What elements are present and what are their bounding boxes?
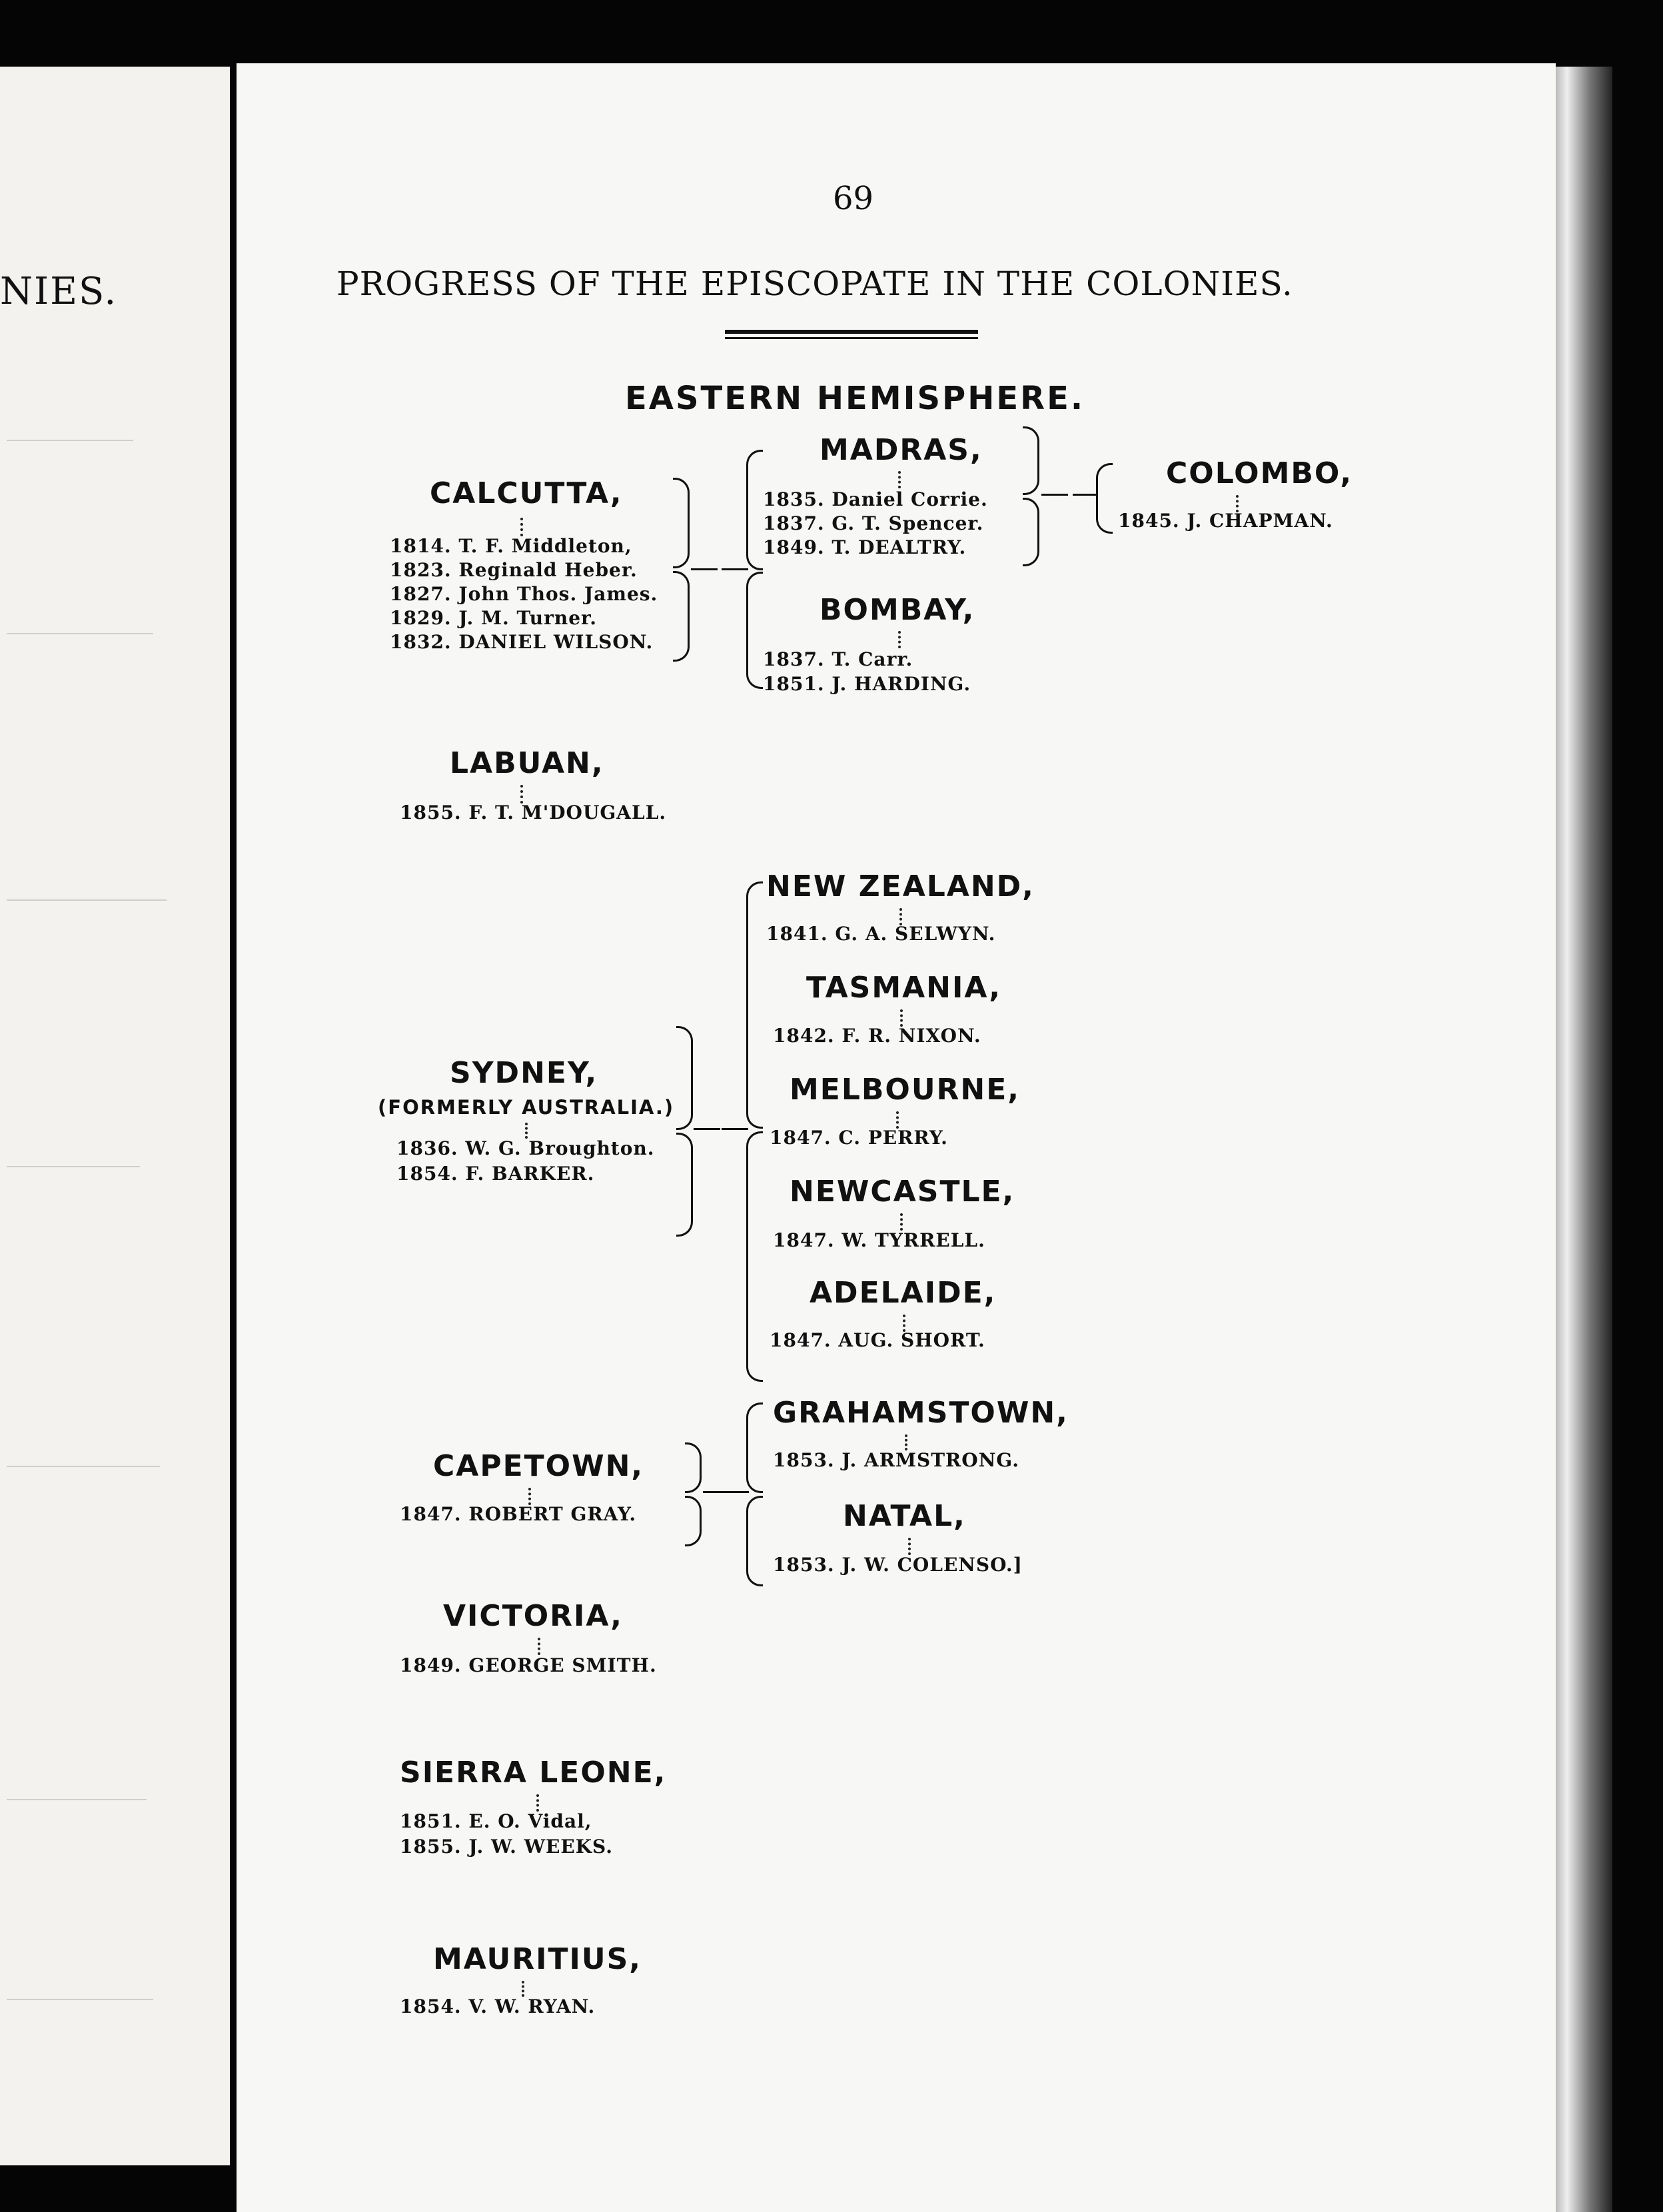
bishop-entry: 1829. J. M. Turner. bbox=[390, 607, 597, 629]
hemisphere-heading: EASTERN HEMISPHERE. bbox=[625, 380, 1085, 417]
bishop-entry: 1832. DANIEL WILSON. bbox=[390, 631, 654, 653]
bishop-entry: 1814. T. F. Middleton, bbox=[390, 535, 632, 557]
left-page-edge bbox=[0, 67, 230, 2165]
see-name: VICTORIA, bbox=[443, 1599, 623, 1633]
bishop-entry: 1847. C. PERRY. bbox=[770, 1127, 948, 1149]
left-page-line bbox=[7, 1466, 160, 1467]
bishop-entry: 1845. J. CHAPMAN. bbox=[1118, 510, 1333, 532]
see-name: ADELAIDE, bbox=[810, 1276, 997, 1310]
see-former-name: (FORMERLY AUSTRALIA.) bbox=[378, 1096, 675, 1119]
bracket bbox=[673, 571, 690, 662]
bracket bbox=[746, 572, 763, 689]
bishop-entry: 1849. T. DEALTRY. bbox=[763, 536, 967, 558]
bracket bbox=[746, 1402, 763, 1493]
bracket-link bbox=[1073, 494, 1098, 496]
bishop-entry: 1837. T. Carr. bbox=[763, 648, 913, 670]
bracket bbox=[1023, 426, 1039, 495]
see-name: NEW ZEALAND, bbox=[766, 869, 1035, 903]
connector-dots bbox=[908, 1538, 913, 1555]
connector-dots bbox=[525, 1123, 530, 1139]
page-number: 69 bbox=[833, 180, 874, 217]
bracket bbox=[746, 1131, 763, 1382]
bishop-entry: 1854. V. W. RYAN. bbox=[400, 1995, 596, 2017]
bishop-entry: 1849. GEORGE SMITH. bbox=[400, 1654, 657, 1676]
left-page-line bbox=[7, 1166, 140, 1167]
bracket-link bbox=[722, 568, 748, 570]
bracket-link bbox=[694, 1128, 720, 1130]
bishop-entry: 1855. F. T. M'DOUGALL. bbox=[400, 802, 667, 824]
see-name: MAURITIUS, bbox=[433, 1942, 642, 1976]
connector-dots bbox=[520, 518, 526, 536]
see-name: MADRAS, bbox=[820, 433, 983, 467]
bishop-entry: 1835. Daniel Corrie. bbox=[763, 488, 988, 510]
bishop-entry: 1851. J. HARDING. bbox=[763, 673, 971, 695]
bishop-entry: 1841. G. A. SELWYN. bbox=[766, 923, 996, 945]
connector-dots bbox=[900, 1213, 905, 1231]
left-page-line bbox=[7, 440, 133, 441]
connector-dots bbox=[905, 1434, 910, 1450]
bracket bbox=[685, 1442, 702, 1493]
bracket-link bbox=[691, 568, 718, 570]
bishop-entry: 1855. J. W. WEEKS. bbox=[400, 1836, 614, 1858]
bishop-entry: 1837. G. T. Spencer. bbox=[763, 512, 984, 534]
bishop-entry: 1847. W. TYRRELL. bbox=[773, 1229, 985, 1251]
see-name: CALCUTTA, bbox=[430, 476, 623, 510]
see-name: CAPETOWN, bbox=[433, 1449, 644, 1483]
bracket bbox=[1023, 498, 1039, 566]
see-name: COLOMBO, bbox=[1166, 456, 1353, 490]
bishop-entry: 1853. J. W. COLENSO.] bbox=[773, 1554, 1023, 1576]
left-page-line bbox=[7, 633, 153, 634]
bishop-entry: 1851. E. O. Vidal, bbox=[400, 1810, 592, 1832]
see-name: BOMBAY, bbox=[820, 593, 975, 627]
bracket-link bbox=[703, 1491, 730, 1493]
bracket-link bbox=[722, 1128, 748, 1130]
bracket bbox=[676, 1026, 693, 1130]
bracket bbox=[685, 1496, 702, 1546]
connector-dots bbox=[536, 1794, 542, 1812]
connector-dots bbox=[520, 785, 526, 804]
book-spine-edge bbox=[1556, 67, 1612, 2212]
connector-dots bbox=[898, 471, 903, 488]
see-name: SYDNEY, bbox=[450, 1056, 598, 1090]
bishop-entry: 1842. F. R. NIXON. bbox=[773, 1025, 981, 1047]
title-rule bbox=[725, 337, 978, 339]
bishop-entry: 1847. AUG. SHORT. bbox=[770, 1329, 985, 1351]
connector-dots bbox=[522, 1981, 527, 1997]
see-name: MELBOURNE, bbox=[790, 1073, 1021, 1107]
connector-dots bbox=[538, 1638, 543, 1655]
left-page-line bbox=[7, 1799, 147, 1800]
page-title: PROGRESS OF THE EPISCOPATE IN THE COLONIES. bbox=[336, 265, 1293, 303]
left-page-line bbox=[7, 899, 167, 901]
see-name: NATAL, bbox=[843, 1499, 966, 1533]
bracket bbox=[1096, 463, 1113, 534]
bishop-entry: 1836. W. G. Broughton. bbox=[396, 1137, 655, 1159]
bishop-entry: 1827. John Thos. James. bbox=[390, 583, 658, 605]
see-name: TASMANIA, bbox=[806, 971, 1001, 1005]
bishop-entry: 1853. J. ARMSTRONG. bbox=[773, 1449, 1019, 1471]
bracket bbox=[746, 450, 763, 570]
bracket bbox=[676, 1133, 693, 1237]
see-name: LABUAN, bbox=[450, 746, 604, 780]
bracket bbox=[673, 478, 690, 568]
bracket-link bbox=[728, 1491, 749, 1493]
document-page bbox=[237, 63, 1556, 2212]
bracket-link bbox=[1041, 494, 1068, 496]
see-name: SIERRA LEONE, bbox=[400, 1756, 667, 1790]
bishop-entry: 1847. ROBERT GRAY. bbox=[400, 1503, 637, 1525]
bishop-entry: 1823. Reginald Heber. bbox=[390, 559, 638, 581]
title-rule bbox=[725, 330, 978, 334]
see-name: NEWCASTLE, bbox=[790, 1175, 1015, 1209]
bishop-entry: 1854. F. BARKER. bbox=[396, 1163, 595, 1185]
left-page-line bbox=[7, 1999, 153, 2000]
left-page-fragment: NIES. bbox=[0, 270, 118, 313]
connector-dots bbox=[898, 631, 903, 648]
see-name: GRAHAMSTOWN, bbox=[773, 1396, 1069, 1430]
bracket bbox=[746, 1496, 763, 1586]
bracket bbox=[746, 881, 763, 1129]
